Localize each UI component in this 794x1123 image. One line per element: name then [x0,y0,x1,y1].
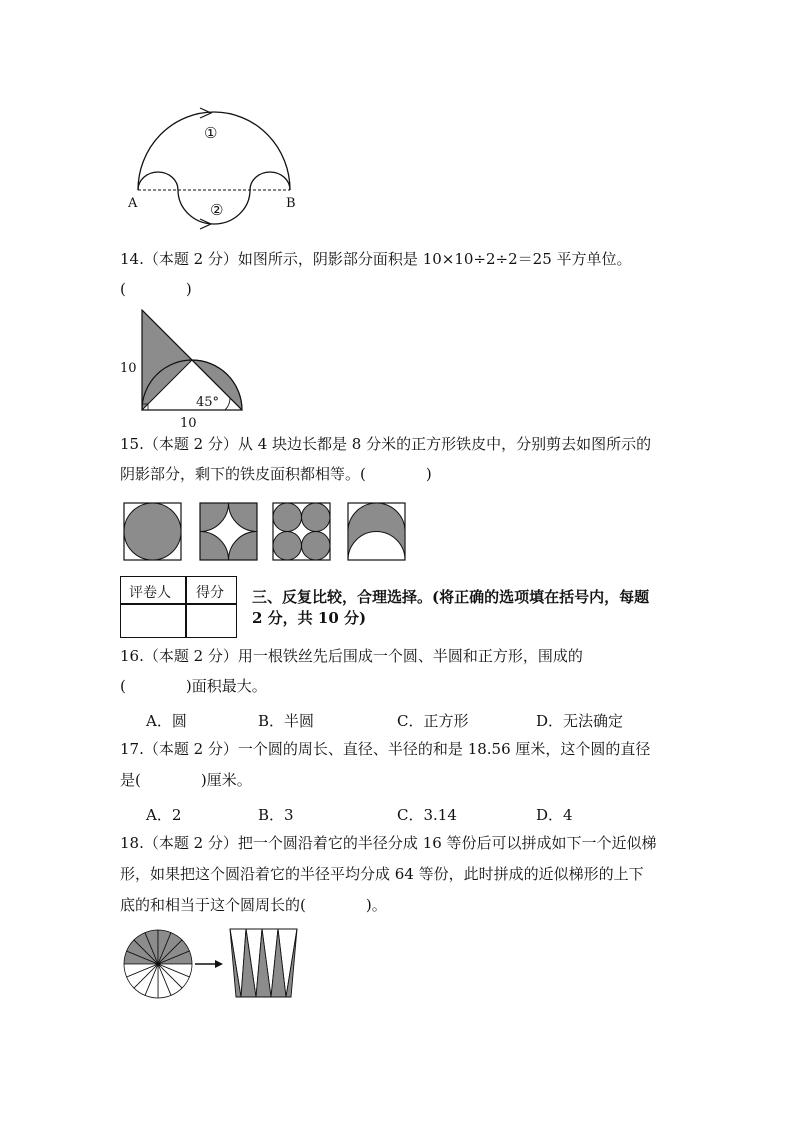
section3-heading-line1: 三、反复比较，合理选择。(将正确的选项填在括号内，每题 [252,588,650,606]
q17-option-b[interactable]: B．3 [258,806,294,824]
q14-dim-left: 10 [120,361,137,376]
q16-line1: 16.（本题 2 分）用一根铁丝先后围成一个圆、半圆和正方形，围成的 [120,647,583,665]
q15-line2: 阴影部分，剩下的铁皮面积都相等。( ) [120,465,432,483]
grader-header-score: 得分 [196,585,224,601]
q14-angle-label: 45° [196,395,220,410]
q18-sectored-circle [124,930,192,998]
q17-option-d[interactable]: D．4 [536,806,573,824]
point-b-label: B [286,196,296,211]
path-1-marker: ① [204,124,218,142]
q17-option-c[interactable]: C．3.14 [397,806,457,824]
q16-line2: ( )面积最大。 [120,677,267,695]
q15-line1: 15.（本题 2 分）从 4 块边长都是 8 分米的正方形铁皮中，分别剪去如图所示的 [120,435,652,453]
grader-header-reviewer: 评卷人 [129,585,171,601]
q17-line2: 是( )厘米。 [120,771,252,789]
q18-line2: 形，如果把这个圆沿着它的半径平均分成 64 等份，此时拼成的近似梯形的上下 [120,865,644,883]
point-a-label: A [128,196,138,211]
section3-heading-line2: 2 分，共 10 分) [252,609,367,627]
q16-option-a[interactable]: A．圆 [146,712,187,730]
q18-line1: 18.（本题 2 分）把一个圆沿着它的半径分成 16 等份后可以拼成如下一个近似梯 [120,834,657,852]
q17-line1: 17.（本题 2 分）一个圆的周长、直径、半径的和是 18.56 厘米，这个圆的直径 [120,740,651,758]
q14-dim-bottom: 10 [180,416,197,431]
q14-text: 14.（本题 2 分）如图所示，阴影部分面积是 10×10÷2÷2＝25 平方单位。 [120,250,632,268]
q17-option-a[interactable]: A．2 [146,806,182,824]
q16-option-c[interactable]: C．正方形 [397,712,469,730]
path-2-marker: ② [210,201,224,219]
q14-answer-blank[interactable]: ( ) [120,280,192,298]
q18-approx-trapezoid [230,929,297,997]
q16-option-b[interactable]: B．半圆 [258,712,315,730]
q18-line3: 底的和相当于这个圆周长的( )。 [120,896,387,914]
q16-option-d[interactable]: D．无法确定 [536,712,624,730]
